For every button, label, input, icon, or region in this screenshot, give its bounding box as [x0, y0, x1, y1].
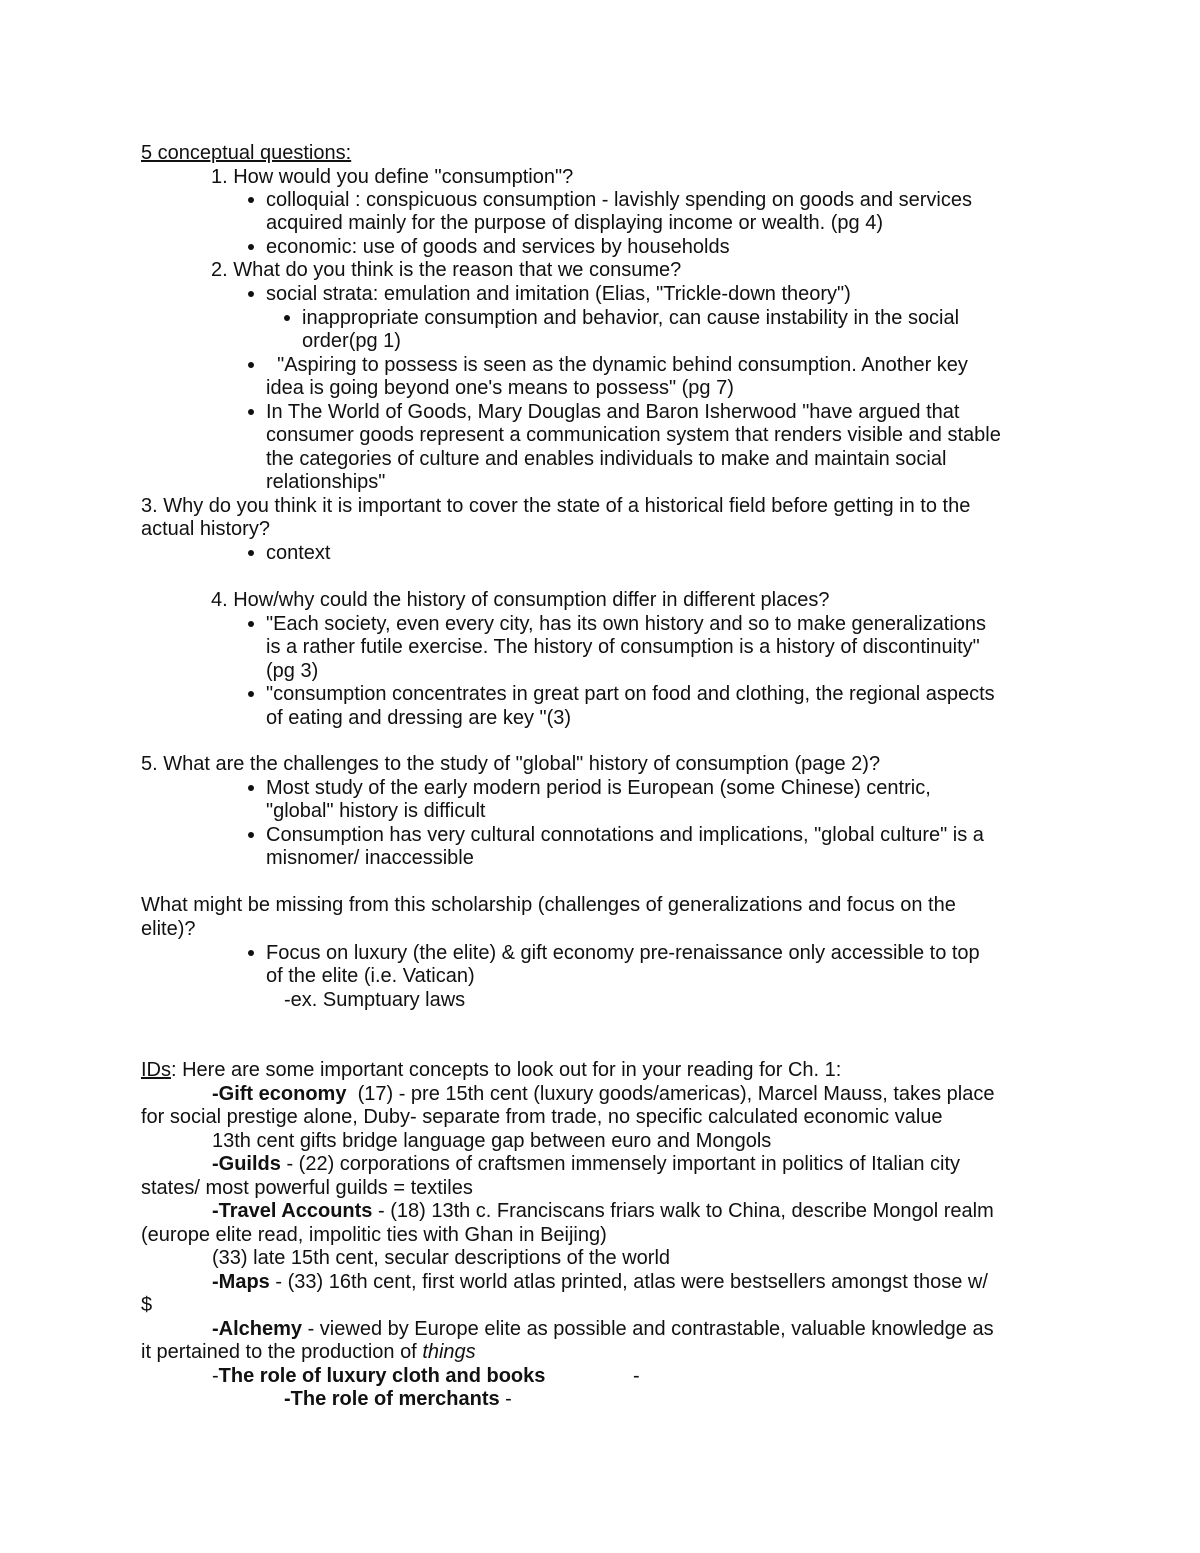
id-description: - (33) 16th cent, first world atlas printed, atlas were bestsellers amongst those w/ [269, 1271, 988, 1293]
bullet-icon [284, 315, 290, 321]
list-item-continuation: consumer goods represent a communication system that renders visible and stable [266, 424, 1001, 446]
list-item-continuation: is a rather futile exercise. The history of consumption is a history of discontinuity" [266, 636, 980, 658]
id-description: - (18) 13th c. Franciscans friars walk to China, describe Mongol realm [372, 1200, 994, 1222]
id-maps [212, 1271, 988, 1294]
list-item: "Aspiring to possess is seen as the dynamic behind consumption. Another key [266, 354, 968, 376]
list-item: "consumption concentrates in great part on food and clothing, the regional aspects [266, 683, 995, 705]
id-term: The role of luxury cloth and books [218, 1365, 546, 1387]
list-item-continuation: (pg 3) [266, 660, 319, 682]
question-5: 5. What are the challenges to the study of "global" history of consumption (page 2)? [141, 753, 881, 775]
list-item-continuation: "global" history is difficult [266, 800, 486, 822]
question-1: 1. How would you define "consumption"? [211, 166, 574, 188]
ids-intro-text: : Here are some important concepts to look out for in your reading for Ch. 1: [171, 1059, 842, 1081]
id-description-continuation: for social prestige alone, Duby- separate from trade, no specific calculated economic value [141, 1106, 943, 1128]
id-term: -Maps [212, 1271, 270, 1293]
id-alchemy [212, 1318, 994, 1341]
list-item-continuation: acquired mainly for the purpose of displaying income or wealth. (pg 4) [266, 212, 883, 234]
bullet-icon [248, 950, 254, 956]
id-description-continuation: (33) late 15th cent, secular descriptions of the world [212, 1247, 671, 1269]
bullet-icon [248, 362, 254, 368]
id-emphasis: things [422, 1341, 476, 1363]
list-item-continuation: relationships" [266, 471, 386, 493]
example-note: -ex. Sumptuary laws [284, 989, 466, 1011]
bullet-icon [248, 621, 254, 627]
list-item: Focus on luxury (the elite) & gift economy pre-renaissance only accessible to top [266, 942, 980, 964]
id-description-continuation: 13th cent gifts bridge language gap between euro and Mongols [212, 1130, 772, 1152]
list-item: context [266, 542, 331, 564]
question-2: 2. What do you think is the reason that we consume? [211, 259, 682, 281]
question-3: 3. Why do you think it is important to cover the state of a historical field before getting in to the [141, 495, 971, 517]
list-item-continuation: of eating and dressing are key "(3) [266, 707, 572, 729]
id-term: -Guilds [212, 1153, 281, 1175]
id-term: -The role of merchants [284, 1388, 500, 1410]
id-term: -Gift economy [212, 1083, 347, 1105]
list-item: colloquial : conspicuous consumption - lavishly spending on goods and services [266, 189, 972, 211]
list-item: In The World of Goods, Mary Douglas and Baron Isherwood "have argued that [266, 401, 960, 423]
section-heading: 5 conceptual questions: [141, 142, 352, 164]
bullet-icon [248, 832, 254, 838]
id-luxury-cloth [212, 1365, 545, 1388]
id-travel-accounts [212, 1200, 994, 1223]
list-item-continuation: idea is going beyond one's means to possess" (pg 7) [266, 377, 734, 399]
id-gift-economy [212, 1083, 995, 1106]
id-trailing-dash: - [633, 1365, 640, 1387]
ids-label: IDs [141, 1059, 171, 1081]
bullet-icon [248, 550, 254, 556]
ids-intro [141, 1059, 841, 1082]
list-item-continuation: order(pg 1) [302, 330, 401, 352]
id-description-text: it pertained to the production of [141, 1341, 423, 1363]
list-item: Most study of the early modern period is European (some Chinese) centric, [266, 777, 931, 799]
list-item: inappropriate consumption and behavior, can cause instability in the social [302, 307, 960, 329]
bullet-icon [248, 291, 254, 297]
id-trailing-dash: - [499, 1388, 512, 1410]
bullet-icon [248, 785, 254, 791]
missing-question-continuation: elite)? [141, 918, 196, 940]
id-term: -Alchemy [212, 1318, 303, 1340]
bullet-icon [248, 197, 254, 203]
bullet-icon [248, 409, 254, 415]
question-4: 4. How/why could the history of consumption differ in different places? [211, 589, 830, 611]
missing-question: What might be missing from this scholarship (challenges of generalizations and focus on the [141, 894, 956, 916]
id-term: -Travel Accounts [212, 1200, 373, 1222]
id-dash: - [212, 1365, 219, 1387]
bullet-icon [248, 244, 254, 250]
id-description-continuation: (europe elite read, impolitic ties with Ghan in Beijing) [141, 1224, 607, 1246]
id-description: (17) - pre 15th cent (luxury goods/americas), Marcel Mauss, takes place [346, 1083, 995, 1105]
list-item: economic: use of goods and services by households [266, 236, 730, 258]
id-description-continuation: states/ most powerful guilds = textiles [141, 1177, 473, 1199]
id-guilds [212, 1153, 960, 1176]
list-item: social strata: emulation and imitation (Elias, "Trickle-down theory") [266, 283, 851, 305]
list-item: Consumption has very cultural connotations and implications, "global culture" is a [266, 824, 984, 846]
id-merchants [284, 1388, 512, 1411]
list-item-continuation: the categories of culture and enables individuals to make and maintain social [266, 448, 947, 470]
question-3-continuation: actual history? [141, 518, 270, 540]
id-description-continuation: $ [141, 1294, 153, 1316]
list-item: "Each society, even every city, has its own history and so to make generalizations [266, 613, 987, 635]
id-description: - viewed by Europe elite as possible and contrastable, valuable knowledge as [302, 1318, 994, 1340]
list-item-continuation: misnomer/ inaccessible [266, 847, 474, 869]
id-description: - (22) corporations of craftsmen immensely important in politics of Italian city [280, 1153, 961, 1175]
id-description-continuation [141, 1341, 476, 1364]
bullet-icon [248, 691, 254, 697]
list-item-continuation: of the elite (i.e. Vatican) [266, 965, 475, 987]
